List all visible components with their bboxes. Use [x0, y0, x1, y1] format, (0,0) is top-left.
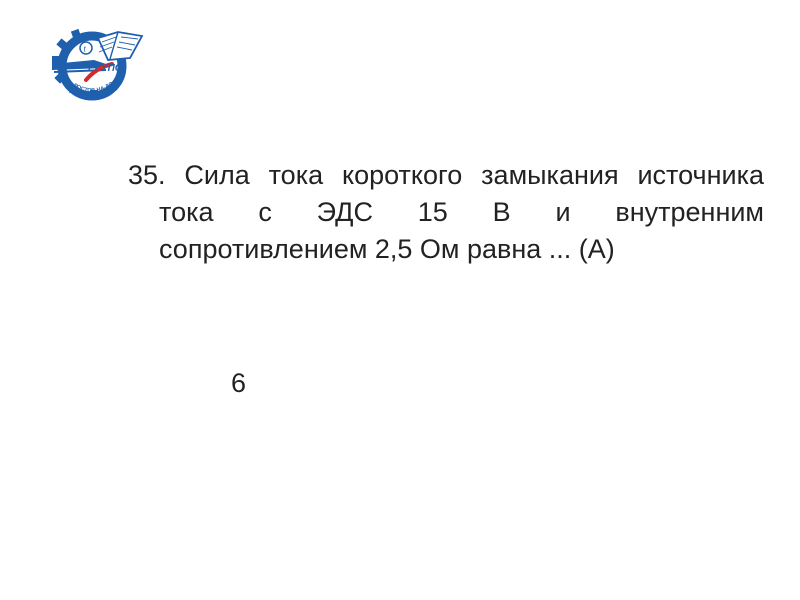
- question-line-1: 35. Сила тока короткого замыкания источника: [128, 160, 764, 190]
- question-line-3: сопротивлением 2,5 Ом равна ... (А): [159, 234, 615, 264]
- answer-value: 6: [231, 368, 247, 398]
- question-line-2: тока с ЭДС 15 В и внутренним: [159, 197, 764, 227]
- svg-text:t: t: [83, 43, 87, 54]
- university-logo: [50, 24, 146, 108]
- gear-book-logo-icon: [50, 24, 146, 108]
- logo-abbreviation: РГУПС: [88, 63, 122, 74]
- logo-city: РОСТОВ-НА-ДО: [72, 81, 115, 95]
- question-text: [128, 157, 764, 268]
